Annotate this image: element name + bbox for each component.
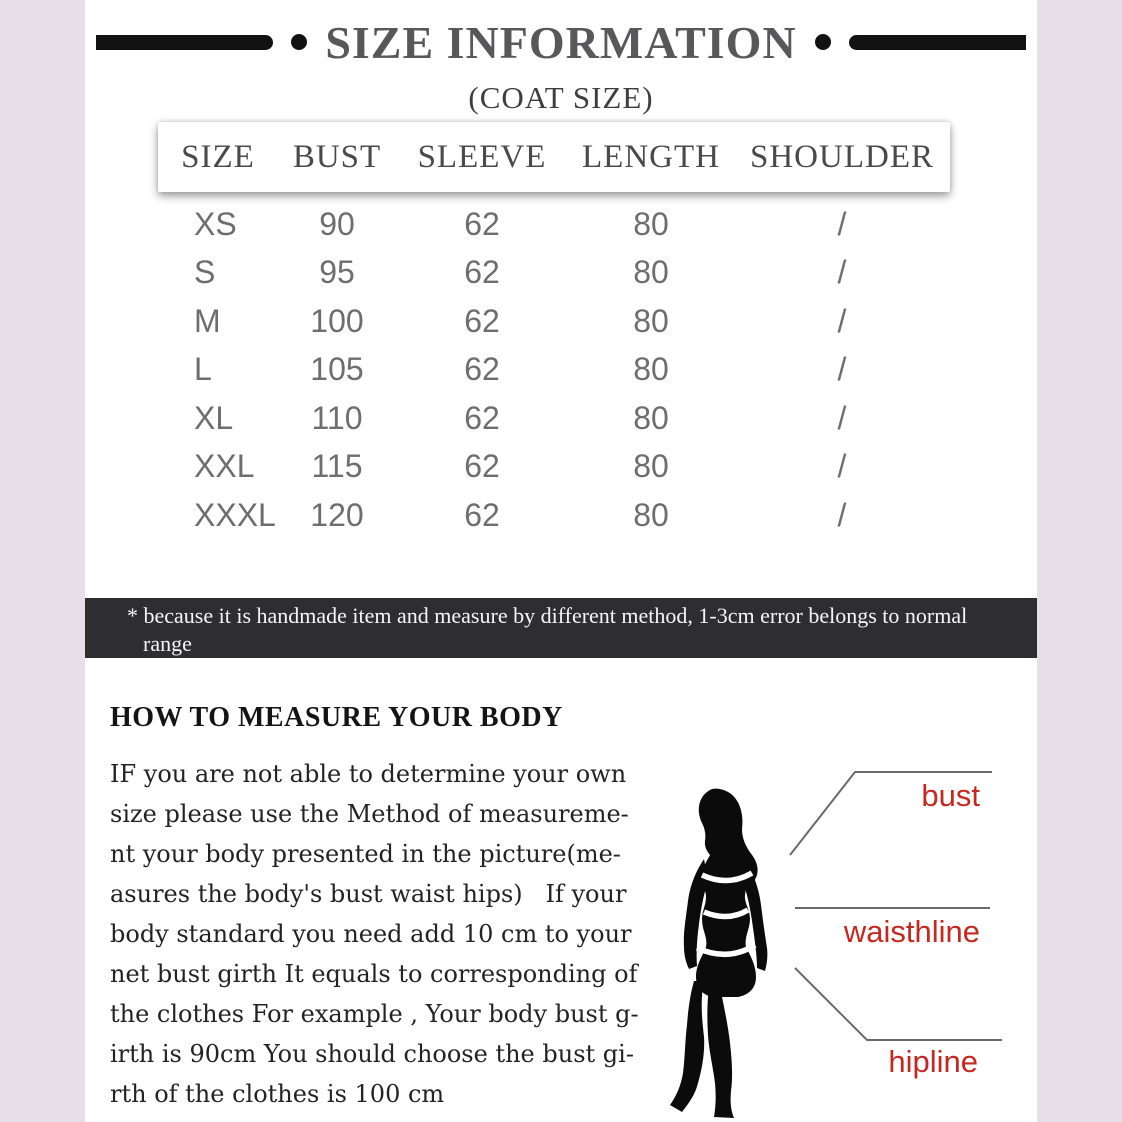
paragraph-line: IF you are not able to determine your own — [110, 760, 627, 788]
size-table-body — [158, 200, 950, 540]
title-dot-left — [291, 34, 307, 50]
shoulder-cell: / — [837, 448, 847, 485]
measurement-diagram — [640, 740, 1037, 1122]
length-cell: 80 — [633, 302, 669, 339]
title-row — [85, 10, 1037, 74]
shoulder-cell: / — [837, 302, 847, 339]
sleeve-cell: 62 — [464, 399, 500, 436]
waistline-label: waisthline — [843, 914, 980, 949]
title-rule-left — [96, 35, 273, 50]
size-cell: XL — [194, 399, 234, 436]
size-cell: M — [194, 302, 221, 339]
bust-cell: 110 — [311, 399, 363, 436]
title-rule-right — [849, 35, 1026, 50]
bust-label: bust — [921, 778, 980, 813]
shoulder-cell: / — [837, 351, 847, 388]
shoulder-cell: / — [837, 205, 847, 242]
bust-cell: 120 — [310, 496, 364, 533]
hipline-label: hipline — [888, 1044, 978, 1079]
paragraph-line: the clothes For example , Your body bust g- — [110, 1000, 639, 1028]
table-row — [158, 297, 950, 346]
shoulder-cell: / — [837, 399, 847, 436]
length-cell: 80 — [633, 254, 669, 291]
size-cell: XXXL — [194, 496, 276, 533]
table-row — [158, 443, 950, 492]
size-cell: L — [194, 351, 212, 388]
table-row — [158, 394, 950, 443]
column-header-size: SIZE — [181, 138, 255, 175]
size-cell: XS — [194, 205, 237, 242]
paragraph-line: asures the body's bust waist hips) If your — [110, 880, 627, 908]
column-header-bust: BUST — [292, 138, 382, 175]
bust-cell: 95 — [319, 254, 355, 291]
bust-cell: 115 — [311, 448, 363, 485]
page-title: SIZE INFORMATION — [325, 16, 797, 68]
size-cell: XXL — [194, 448, 255, 485]
measure-heading: HOW TO MEASURE YOUR BODY — [110, 702, 563, 733]
paragraph-line: nt your body presented in the picture(me- — [110, 840, 621, 868]
column-header-sleeve: SLEEVE — [417, 138, 547, 175]
shoulder-cell: / — [837, 496, 847, 533]
table-row — [158, 346, 950, 395]
content-panel — [85, 0, 1037, 1122]
paragraph-line: body standard you need add 10 cm to your — [110, 920, 632, 948]
length-cell: 80 — [633, 496, 669, 533]
table-row — [158, 491, 950, 540]
sleeve-cell: 62 — [464, 351, 500, 388]
column-header-length: LENGTH — [582, 138, 720, 175]
bust-cell: 100 — [310, 302, 364, 339]
measure-paragraph — [110, 760, 639, 1120]
table-row — [158, 200, 950, 249]
sleeve-cell: 62 — [464, 302, 500, 339]
sleeve-cell: 62 — [464, 448, 500, 485]
length-cell: 80 — [633, 205, 669, 242]
table-row — [158, 249, 950, 298]
length-cell: 80 — [633, 399, 669, 436]
sleeve-cell: 62 — [464, 496, 500, 533]
bust-cell: 90 — [319, 205, 355, 242]
size-table-header — [158, 122, 950, 192]
paragraph-line: net bust girth It equals to corresponding of — [110, 960, 638, 988]
shoulder-cell: / — [837, 254, 847, 291]
paragraph-line: size please use the Method of measureme- — [110, 800, 629, 828]
length-cell: 80 — [633, 448, 669, 485]
length-cell: 80 — [633, 351, 669, 388]
disclaimer-banner: * because it is handmade item and measure by different method, 1-3cm error belongs to normal range — [85, 598, 1037, 658]
sleeve-cell: 62 — [464, 205, 500, 242]
column-header-shoulder: SHOULDER — [749, 138, 934, 175]
bust-cell: 105 — [310, 351, 364, 388]
size-cell: S — [194, 254, 216, 291]
title-dot-right — [815, 34, 831, 50]
coat-size-subtitle: (COAT SIZE) — [468, 80, 654, 115]
paragraph-line: irth is 90cm You should choose the bust gi- — [110, 1040, 634, 1068]
sleeve-cell: 62 — [464, 254, 500, 291]
paragraph-line: rth of the clothes is 100 cm — [110, 1080, 445, 1108]
